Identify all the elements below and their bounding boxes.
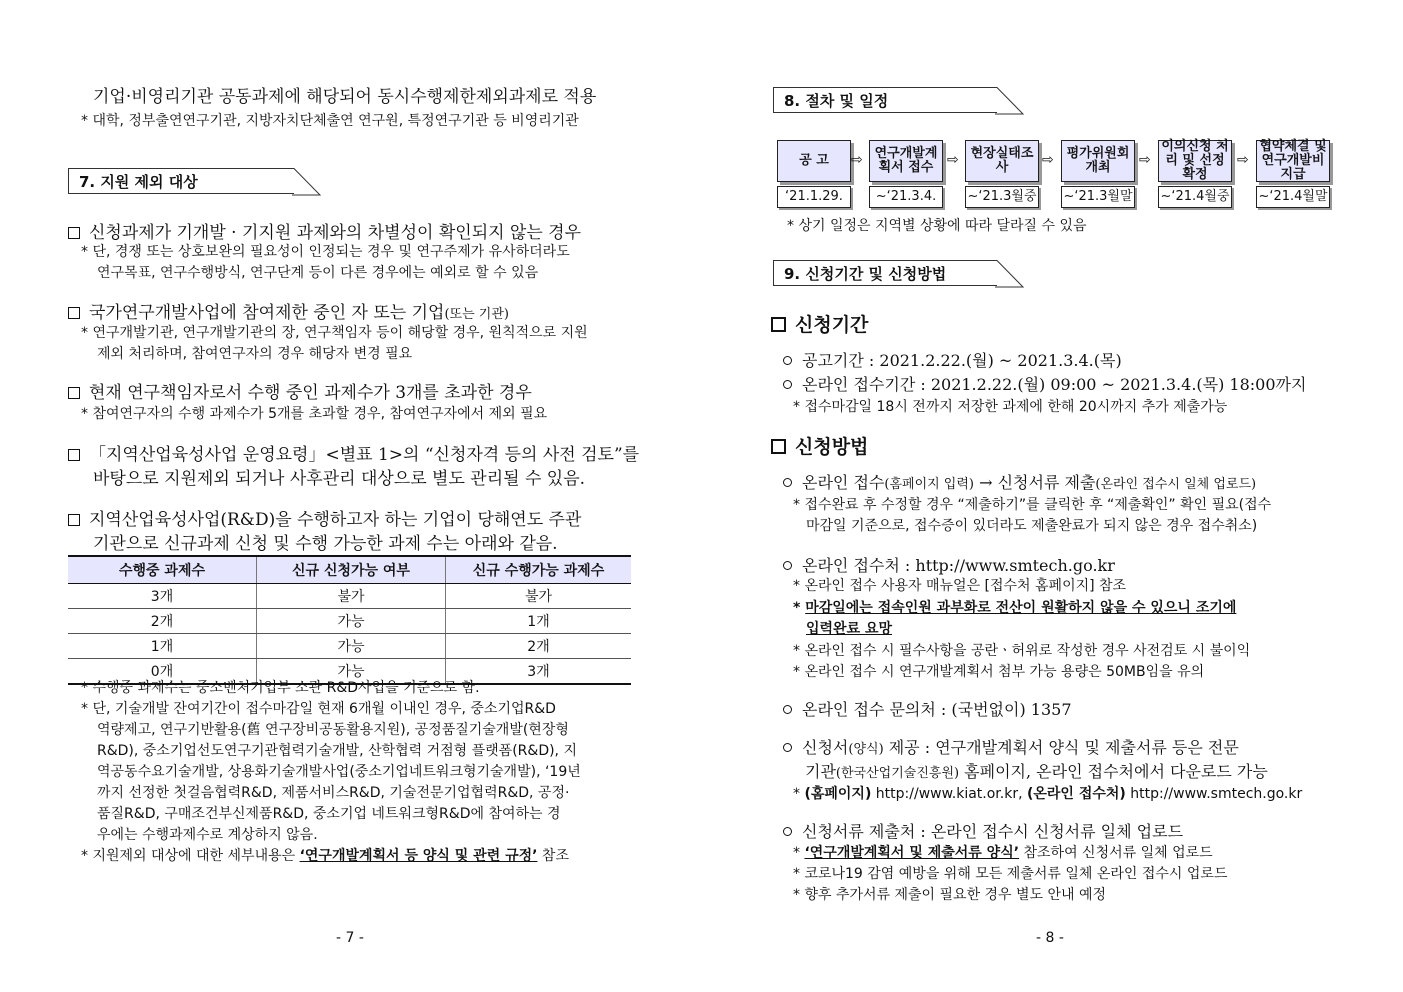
table-note-2-l2: 역량제고, 연구기반활용(舊 연구장비공동활용지원), 공정품질기술개발(현장형 [97, 722, 569, 738]
table-row [68, 584, 631, 609]
period-note: * 접수마감일 18시 전까지 저장한 과제에 한해 20시까지 추가 제출가능 [793, 399, 1228, 415]
circle-bullet-icon [783, 705, 792, 714]
process-date-2: ~‘21.3.4. [869, 186, 943, 208]
section8-title: 8. 절차 및 일정 [773, 87, 997, 113]
table-row [68, 634, 631, 659]
table-cell: 3개 [68, 584, 257, 609]
section9-header [773, 260, 1025, 288]
method-5-note-3: * 향후 추가서류 제출이 필요한 경우 별도 안내 예정 [793, 887, 1107, 903]
method-2-note-4: * 온라인 접수 시 연구개발계획서 첨부 가능 용량은 50MB임을 유의 [793, 664, 1205, 680]
method-2-note-3: * 온라인 접수 시 필수사항을 공란ㆍ허위로 작성한 경우 사전검토 시 불이익 [793, 643, 1251, 659]
exclusion-item-5-cont: 기관으로 신규과제 신청 및 수행 가능한 과제 수는 아래와 같음. [93, 534, 558, 554]
table-header-row [68, 556, 631, 584]
schedule-note: * 상기 일정은 지역별 상황에 따라 달라질 수 있음 [787, 218, 1087, 234]
method-4: 신청서(양식) 제공 : 연구개발계획서 양식 및 제출서류 등은 전문 [783, 735, 1239, 758]
exclusion-item-5: 지역산업육성사업(R&D)을 수행하고자 하는 기업이 당해연도 주관 [68, 505, 581, 530]
intro-note: * 대학, 정부출연연구기관, 지방자치단체출연 연구원, 특정연구기관 등 비영리기관 [81, 113, 579, 129]
process-step-2: 연구개발계획서 접수 [869, 140, 943, 182]
page-number-right: - 8 - [1036, 930, 1064, 946]
section9-header-corner [995, 260, 1025, 288]
method-2-note-2: * 마감일에는 접속인원 과부화로 전산이 원활하지 않을 수 있으니 조기에 [793, 600, 1237, 616]
section7-title: 7. 지원 제외 대상 [68, 168, 294, 194]
table-cell: 2개 [68, 609, 257, 634]
exclusion-note-2a: * 연구개발기관, 연구개발기관의 장, 연구책임자 등이 해당할 경우, 원칙적으로 지원 [81, 325, 588, 341]
method-3: 온라인 접수 문의처 : (국번없이) 1357 [783, 697, 1072, 720]
table-cell: 1개 [68, 634, 257, 659]
exclusion-item-2: 국가연구개발사업에 참여제한 중인 자 또는 기업(또는 기관) [68, 298, 509, 323]
circle-bullet-icon [783, 478, 792, 487]
exclusion-note-1b: 연구목표, 연구수행방식, 연구단계 등이 다른 경우에는 예외로 할 수 있음 [97, 265, 539, 281]
page-number-left: - 7 - [336, 930, 364, 946]
arrow-right-icon: ⇨ [1139, 152, 1151, 168]
exclusion-item-1: 신청과제가 기개발 · 기지원 과제와의 차별성이 확인되지 않는 경우 [68, 218, 581, 243]
checkbox-icon [771, 317, 786, 332]
table-cell: 0개 [68, 659, 257, 685]
table-note-1: * 수행중 과제수는 중소벤처기업부 소관 R&D사업을 기준으로 함. [81, 680, 480, 696]
table-cell: 1개 [446, 609, 632, 634]
process-step-5: 이의신청 처리 및 선정 확정 [1158, 140, 1232, 182]
arrow-right-icon: ⇨ [1237, 152, 1249, 168]
method-1: 온라인 접수(홈페이지 입력) → 신청서류 제출(온라인 접수시 일체 업로드) [783, 470, 1256, 493]
table-note-2-l6: 품질R&D, 구매조건부신제품R&D, 중소기업 네트워크형R&D에 참여하는 경 [97, 806, 561, 822]
process-date-5: ~‘21.4월중 [1158, 186, 1232, 208]
process-step-3: 현장실태조사 [965, 140, 1039, 182]
section8-header-corner [995, 87, 1025, 115]
circle-bullet-icon [783, 743, 792, 752]
checkbox-icon [68, 514, 80, 526]
period-heading: 신청기간 [771, 310, 868, 337]
table-cell: 가능 [257, 659, 446, 685]
circle-bullet-icon [783, 380, 792, 389]
method-5: 신청서류 제출처 : 온라인 접수시 신청서류 일체 업로드 [783, 819, 1183, 842]
table-cell: 가능 [257, 634, 446, 659]
method-5-note-1: * ‘연구개발계획서 및 제출서류 양식’ 참조하여 신청서류 일체 업로드 [793, 845, 1213, 861]
task-count-table [68, 555, 631, 685]
method-heading: 신청방법 [771, 432, 868, 459]
table-header-cell: 수행중 과제수 [68, 556, 257, 584]
checkbox-icon [68, 227, 80, 239]
process-date-3: ~‘21.3월중 [965, 186, 1039, 208]
table-note-2-l1: * 단, 기술개발 잔여기간이 접수마감일 현재 6개월 이내인 경우, 중소기업R&D [81, 701, 556, 717]
form-reference-link: ‘연구개발계획서 및 제출서류 양식’ [804, 845, 1020, 861]
process-step-6: 협약체결 및 연구개발비 지급 [1256, 140, 1330, 182]
section9-title: 9. 신청기간 및 신청방법 [773, 260, 997, 286]
table-note-2-l3: R&D), 중소기업선도연구기관협력기술개발, 산학협력 거점형 플랫폼(R&D), 지 [97, 743, 577, 759]
method-2-note-1: * 온라인 접수 사용자 매뉴얼은 [접수처 홈페이지] 참조 [793, 578, 1127, 594]
table-row [68, 609, 631, 634]
table-note-2-l4: 역공동수요기술개발, 상용화기술개발사업(중소기업네트워크형기술개발), ‘19년 [97, 764, 581, 780]
method-4-cont: 기관(한국산업기술진흥원) 홈페이지, 온라인 접수처에서 다운로드 가능 [805, 762, 1268, 781]
table-note-2-l5: 까지 선정한 첫걸음협력R&D, 제품서비스R&D, 기술전문기업협력R&D, 공정· [97, 785, 570, 801]
exclusion-item-3: 현재 연구책임자로서 수행 중인 과제수가 3개를 초과한 경우 [68, 378, 532, 403]
checkbox-icon [68, 449, 80, 461]
exclusion-item-4: 「지역산업육성사업 운영요령」<별표 1>의 “신청자격 등의 사전 검토”를 [68, 440, 639, 465]
section7-header [68, 168, 320, 196]
method-2: 온라인 접수처 : http://www.smtech.go.kr [783, 553, 1115, 576]
method-5-note-2: * 코로나19 감염 예방을 위해 모든 제출서류 일체 온라인 접수시 업로드 [793, 866, 1228, 882]
table-header-cell: 신규 신청가능 여부 [257, 556, 446, 584]
table-cell: 불가 [257, 584, 446, 609]
method-1-note-b: 마감일 기준으로, 접수증이 있더라도 제출완료가 되지 않은 경우 접수취소) [806, 518, 1258, 534]
section7-header-corner [292, 168, 322, 196]
circle-bullet-icon [783, 827, 792, 836]
process-date-1: ‘21.1.29. [777, 186, 851, 208]
process-step-4: 평가위원회개최 [1061, 140, 1135, 182]
exclusion-note-2b: 제외 처리하며, 참여연구자의 경우 해당자 변경 필요 [97, 346, 413, 362]
exclusion-item-4-cont: 바탕으로 지원제외 되거나 사후관리 대상으로 별도 관리될 수 있음. [93, 469, 586, 489]
checkbox-icon [68, 307, 80, 319]
arrow-right-icon: ⇨ [1042, 152, 1054, 168]
intro-line: 기업·비영리기관 공동과제에 해당되어 동시수행제한제외과제로 적용 [93, 87, 597, 107]
table-cell: 가능 [257, 609, 446, 634]
section8-header [773, 87, 1025, 115]
table-cell: 2개 [446, 634, 632, 659]
circle-bullet-icon [783, 561, 792, 570]
exclusion-note-3: * 참여연구자의 수행 과제수가 5개를 초과할 경우, 참여연구자에서 제외 필요 [81, 406, 548, 422]
table-note-3: * 지원제외 대상에 대한 세부내용은 ‘연구개발계획서 등 양식 및 관련 규정’ 참조 [81, 848, 569, 864]
process-date-4: ~‘21.3월말 [1061, 186, 1135, 208]
circle-bullet-icon [783, 356, 792, 365]
arrow-right-icon: ⇨ [947, 152, 959, 168]
table-cell: 불가 [446, 584, 632, 609]
method-4-note: * (홈페이지) http://www.kiat.or.kr, (온라인 접수처) http://www.smtech.go.kr [793, 786, 1303, 802]
regulation-reference-link: ‘연구개발계획서 등 양식 및 관련 규정’ [299, 848, 538, 864]
checkbox-icon [68, 387, 80, 399]
checkbox-icon [771, 439, 786, 454]
table-header-cell: 신규 수행가능 과제수 [446, 556, 632, 584]
exclusion-note-1a: * 단, 경쟁 또는 상호보완의 필요성이 인정되는 경우 및 연구주제가 유사하더라도 [81, 244, 570, 260]
table-cell: 3개 [446, 659, 632, 685]
online-period: 온라인 접수기간 : 2021.2.22.(월) 09:00 ~ 2021.3.4.(목) 18:00까지 [783, 372, 1306, 395]
process-date-6: ~‘21.4월말 [1256, 186, 1330, 208]
method-1-note-a: * 접수완료 후 수정할 경우 “제출하기”를 클릭한 후 “제출확인” 확인 필요(접수 [793, 497, 1272, 513]
process-step-1: 공 고 [777, 140, 851, 182]
notice-period: 공고기간 : 2021.2.22.(월) ~ 2021.3.4.(목) [783, 348, 1122, 371]
method-2-note-2-cont: 입력완료 요망 [806, 621, 893, 637]
arrow-right-icon: ⇨ [851, 152, 863, 168]
table-note-2-l7: 우에는 수행과제수로 계상하지 않음. [97, 827, 318, 843]
